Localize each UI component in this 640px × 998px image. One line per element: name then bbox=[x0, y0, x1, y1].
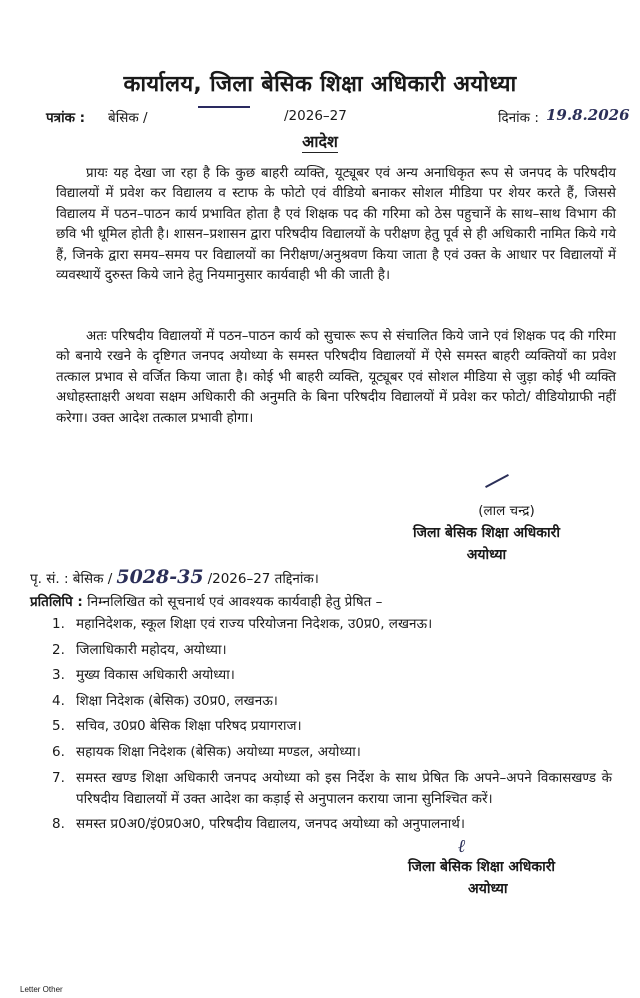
initial-mark: ℓ bbox=[458, 836, 466, 857]
ref-dept: बेसिक / bbox=[108, 110, 148, 126]
copy-intro: निम्नलिखित को सूचनार्थ एवं आवश्यक कार्यवाही हेतु प्रेषित – bbox=[87, 594, 383, 610]
signatory-place-2: अयोध्या bbox=[468, 881, 508, 897]
copy-list bbox=[52, 614, 612, 840]
footer-label: Letter Other bbox=[20, 985, 63, 994]
list-item: 6. सहायक शिक्षा निदेशक (बेसिक) अयोध्या मण्डल, अयोध्या। bbox=[52, 743, 361, 760]
list-item: 7. समस्त खण्ड शिक्षा अधिकारी जनपद अयोध्या को इस निर्देश के साथ प्रेषित कि अपने–अपने विकासखण्ड के परिषदीय विद्यालयों में उक्त आदेश का कड़ाई से अनुपालन कराया जाना सुनिश्चित करें। bbox=[52, 769, 612, 807]
office-title: कार्यालय, जिला बेसिक शिक्षा अधिकारी अयोध्या bbox=[123, 72, 517, 97]
signature-block-2 bbox=[408, 856, 555, 900]
paragraph-1: प्रायः यह देखा जा रहा है कि कुछ बाहरी व्यक्ति, यूट्यूबर एवं अन्य अनाधिकृत रूप से जनपद के परिषदीय विद्यालयों में प्रवेश कर विद्यालय व स्टाफ के फोटो एवं वीडियो बनाकर सोशल मीडिया पर शेयर करते हैं, जिससे विद्यालय में पठन–पाठन कार्य प्रभावित होता है एवं शिक्षक पद की गरिमा को ठेस पहुचानें के साथ–साथ विभाग की छवि भी धूमिल होती है। शासन–प्रशासन द्वारा परिषदीय विद्यालयों के परीक्षण हेतु पूर्व से ही अधिकारी नामित किये गये हैं, जिनके द्वारा समय–समय पर विद्यालयों का निरीक्षण/अनुश्रवण किया जाता है एवं उक्त के आधार पर विद्यालयों में व्यवस्थायें दुरुस्त किये जाने हेतु नियमानुसार कार्यवाही भी की जाती है। bbox=[56, 166, 616, 284]
ref-label: पत्रांक : bbox=[46, 110, 86, 126]
copy-label: प्रतिलिपि : bbox=[30, 594, 83, 610]
pr-label: पृ. सं. : बेसिक / bbox=[30, 571, 113, 587]
list-item: 2. जिलाधिकारी महोदय, अयोध्या। bbox=[52, 641, 227, 658]
copy-to-heading bbox=[30, 592, 620, 610]
signatory-designation-2: जिला बेसिक शिक्षा अधिकारी bbox=[408, 859, 556, 875]
signatory-designation: जिला बेसिक शिक्षा अधिकारी bbox=[412, 525, 560, 541]
signature-block-1 bbox=[413, 500, 560, 566]
signature-mark bbox=[485, 474, 509, 488]
reference-line bbox=[46, 106, 630, 130]
paragraph-2: अतः परिषदीय विद्यालयों में पठन–पाठन कार्य को सुचारू रूप से संचालित किये जाने एवं शिक्षक पद की गरिमा को बनाये रखने के दृष्टिगत जनपद अयोध्या के समस्त परिषदीय विद्यालयों में ऐसे समस्त बाहरी व्यक्तियों का प्रवेश तत्काल प्रभाव से वर्जित किया जाता है। कोई भी बाहरी व्यक्ति, यूट्यूबर एवं सोशल मीडिया से जुड़ा कोई भी व्यक्ति अधोहस्ताक्षरी अथवा सक्षम अधिकारी की अनुमति के बिना परिषदीय विद्यालयों में प्रवेश कर फोटो/ वीडियोग्राफी नहीं करेगा। उक्त आदेश तत्काल प्रभावी होगा। bbox=[56, 329, 616, 426]
list-item: 5. सचिव, उ0प्र0 बेसिक शिक्षा परिषद प्रयागराज। bbox=[52, 718, 302, 735]
list-item: 3. मुख्य विकास अधिकारी अयोध्या। bbox=[52, 667, 235, 684]
signatory-name: (लाल चन्द्र) bbox=[478, 503, 535, 519]
list-item: 1. महानिदेशक, स्कूल शिक्षा एवं राज्य परियोजना निदेशक, उ0प्र0, लखनऊ। bbox=[52, 616, 433, 632]
date-label: दिनांक : bbox=[498, 110, 539, 126]
list-item: 4. शिक्षा निदेशक (बेसिक) उ0प्र0, लखनऊ। bbox=[52, 692, 278, 709]
pr-rest: /2026–27 तद्दिनांक। bbox=[207, 571, 319, 587]
pr-number: 5028-35 bbox=[116, 566, 204, 588]
endorsement-number-line bbox=[30, 566, 620, 588]
date-value: 19.8.2026 bbox=[546, 106, 630, 124]
signatory-place: अयोध्या bbox=[466, 547, 507, 563]
list-item: 8. समस्त प्र0अ0/इं0प्र0अ0, परिषदीय विद्यालय, जनपद अयोध्या को अनुपालनार्थ। bbox=[52, 816, 465, 833]
ref-year: /2026–27 bbox=[284, 108, 347, 124]
order-heading: आदेश bbox=[302, 132, 338, 151]
handwritten-dash bbox=[198, 106, 250, 108]
